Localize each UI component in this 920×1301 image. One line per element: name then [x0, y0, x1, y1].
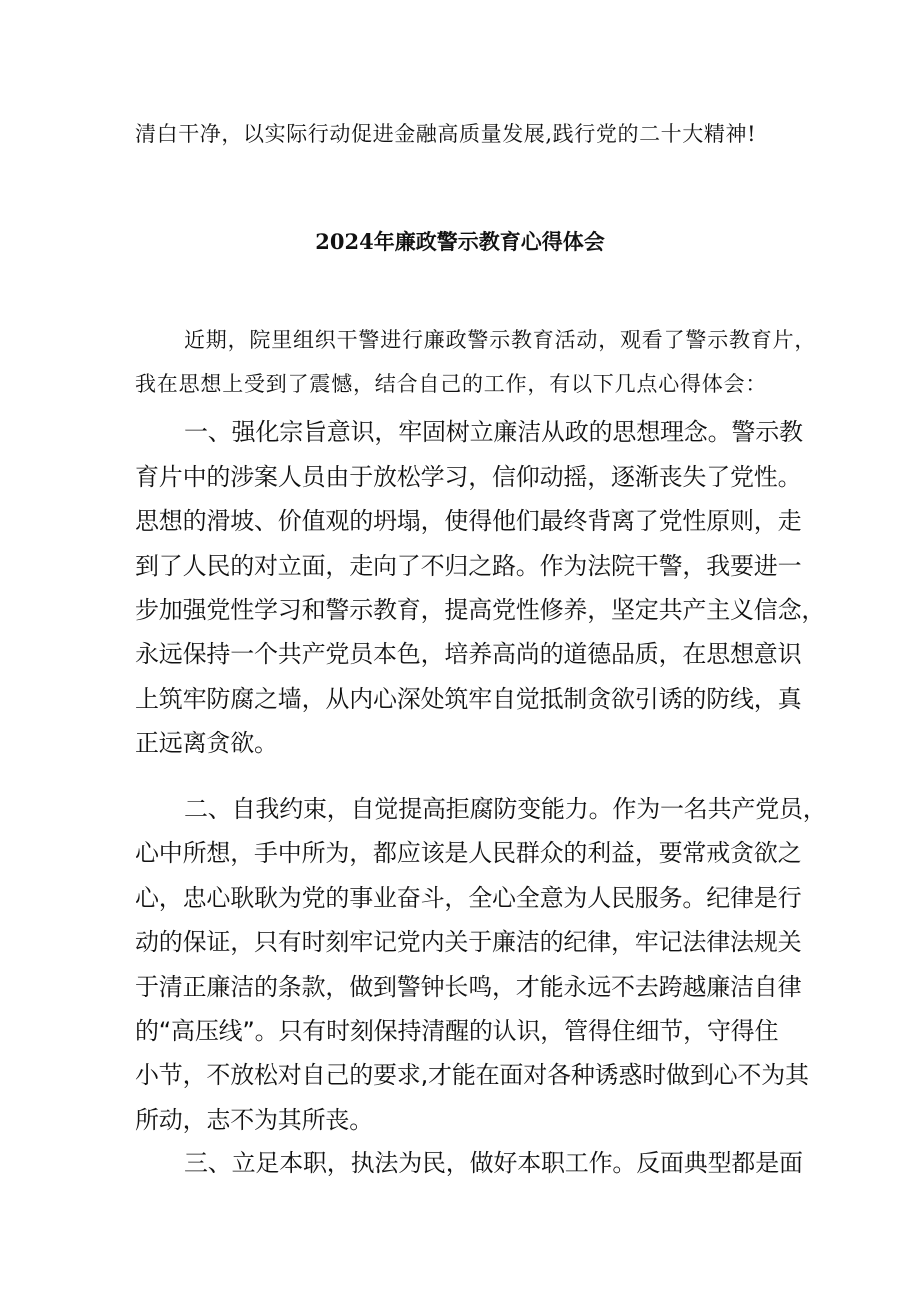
paragraph-2-line: 于清正廉洁的条款，做到警钟长鸣，才能永远不去跨越廉洁自律	[135, 973, 802, 1001]
paragraph-1-line: 育片中的涉案人员由于放松学习，信仰动摇，逐渐丧失了党性。	[135, 463, 802, 491]
document-title: 2024年廉政警示教育心得体会	[315, 229, 605, 254]
previous-section-closing-line: 清白干净，以实际行动促进金融高质量发展,践行党的二十大精神!	[135, 122, 757, 146]
paragraph-1-line: 到了人民的对立面，走向了不归之路。作为法院干警，我要进一	[135, 552, 802, 580]
intro-line: 近期，院里组织干警进行廉政警示教育活动，观看了警示教育片，	[184, 328, 817, 352]
paragraph-3-line: 三、立足本职，执法为民，做好本职工作。反面典型都是面	[184, 1149, 803, 1177]
paragraph-1-line: 上筑牢防腐之墙，从内心深处筑牢自觉抵制贪欲引诱的防线，真	[135, 685, 802, 713]
paragraph-1-line: 正远离贪欲。	[135, 729, 278, 757]
paragraph-1-line: 步加强党性学习和警示教育，提高党性修养，坚定共产主义信念，	[135, 596, 826, 624]
paragraph-2-line: 心，忠心耿耿为党的事业奋斗，全心全意为人民服务。纪律是行	[135, 884, 802, 912]
paragraph-1-line: 思想的滑坡、价值观的坍塌，使得他们最终背离了党性原则，走	[135, 507, 802, 535]
paragraph-2-line: 所动，志不为其所丧。	[135, 1106, 373, 1134]
paragraph-2-line: 心中所想，手中所为，都应该是人民群众的利益，要常戒贪欲之	[135, 839, 802, 867]
intro-line: 我在思想上受到了震憾，结合自己的工作，有以下几点心得体会：	[135, 372, 768, 396]
paragraph-2-line: 的“高压线”。只有时刻保持清醒的认识，管得住细节，守得住	[135, 1017, 779, 1045]
paragraph-1-line: 一、强化宗旨意识，牢固树立廉洁从政的思想理念。警示教	[184, 418, 803, 446]
paragraph-2-line: 小节，不放松对自己的要求,才能在面对各种诱惑时做到心不为其	[135, 1061, 809, 1089]
paragraph-2-line: 二、自我约束，自觉提高拒腐防变能力。作为一名共产党员，	[184, 795, 827, 823]
paragraph-1-line: 永远保持一个共产党员本色，培养高尚的道德品质，在思想意识	[135, 640, 802, 668]
paragraph-2-line: 动的保证，只有时刻牢记党内关于廉洁的纪律，牢记法律法规关	[135, 928, 802, 956]
